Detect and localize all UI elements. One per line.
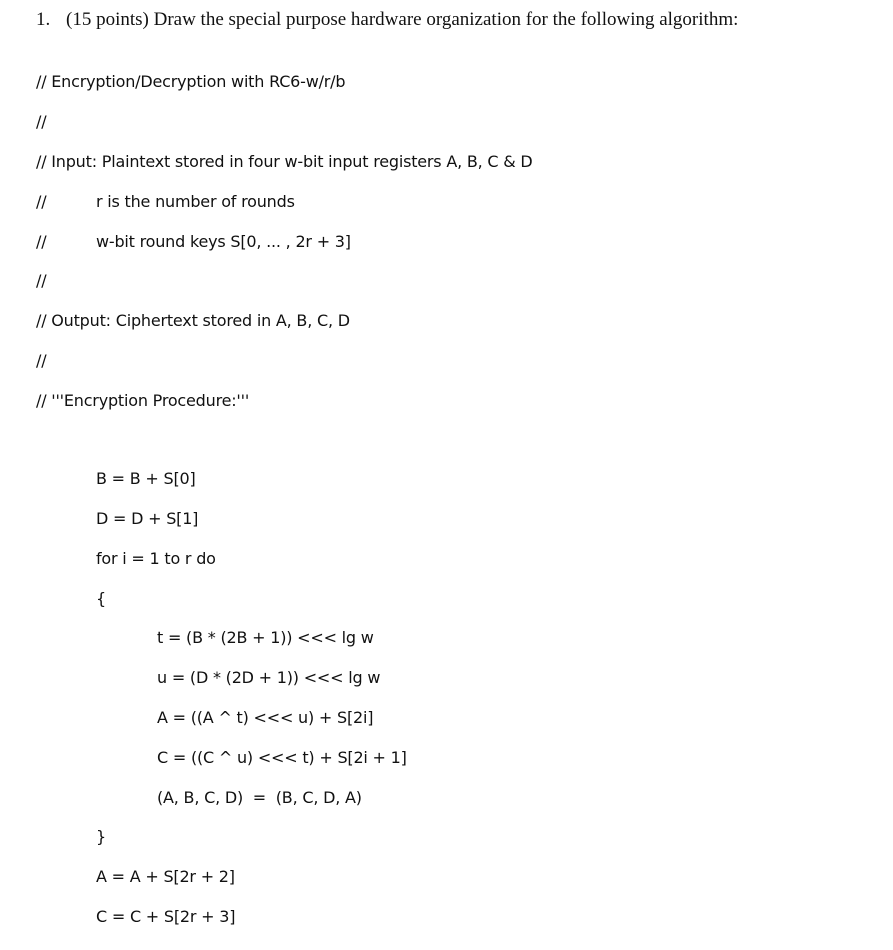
comment-procedure: // '''Encryption Procedure:''': [36, 391, 250, 410]
question-text: (15 points) Draw the special purpose hardware organization for the following algorithm:: [66, 9, 739, 30]
comment-prefix-keys: //: [36, 232, 47, 251]
code-close-brace: }: [96, 827, 106, 846]
comment-blank-1: //: [36, 112, 47, 131]
code-c-final: C = C + S[2r + 3]: [96, 907, 236, 926]
code-b-init: B = B + S[0]: [96, 469, 196, 488]
comment-title: // Encryption/Decryption with RC6-w/r/b: [36, 72, 346, 91]
code-u-assign: u = (D * (2D + 1)) <<< lg w: [157, 668, 381, 687]
code-d-init: D = D + S[1]: [96, 509, 199, 528]
code-c-assign: C = ((C ^ u) <<< t) + S[2i + 1]: [157, 748, 407, 767]
code-t-assign: t = (B * (2B + 1)) <<< lg w: [157, 628, 374, 647]
code-open-brace: {: [96, 589, 106, 608]
code-rotate: (A, B, C, D) = (B, C, D, A): [157, 788, 362, 807]
question-number: 1.: [36, 9, 51, 30]
code-a-final: A = A + S[2r + 2]: [96, 867, 235, 886]
comment-blank-2: //: [36, 271, 47, 290]
comment-blank-3: //: [36, 351, 47, 370]
code-for-loop: for i = 1 to r do: [96, 549, 216, 568]
code-a-assign: A = ((A ^ t) <<< u) + S[2i]: [157, 708, 374, 727]
comment-rounds: r is the number of rounds: [96, 192, 295, 211]
question-heading: [36, 9, 738, 31]
comment-output: // Output: Ciphertext stored in A, B, C, D: [36, 311, 350, 330]
comment-prefix-rounds: //: [36, 192, 47, 211]
comment-round-keys: w-bit round keys S[0, ... , 2r + 3]: [96, 232, 351, 251]
comment-input: // Input: Plaintext stored in four w-bit input registers A, B, C & D: [36, 152, 533, 171]
